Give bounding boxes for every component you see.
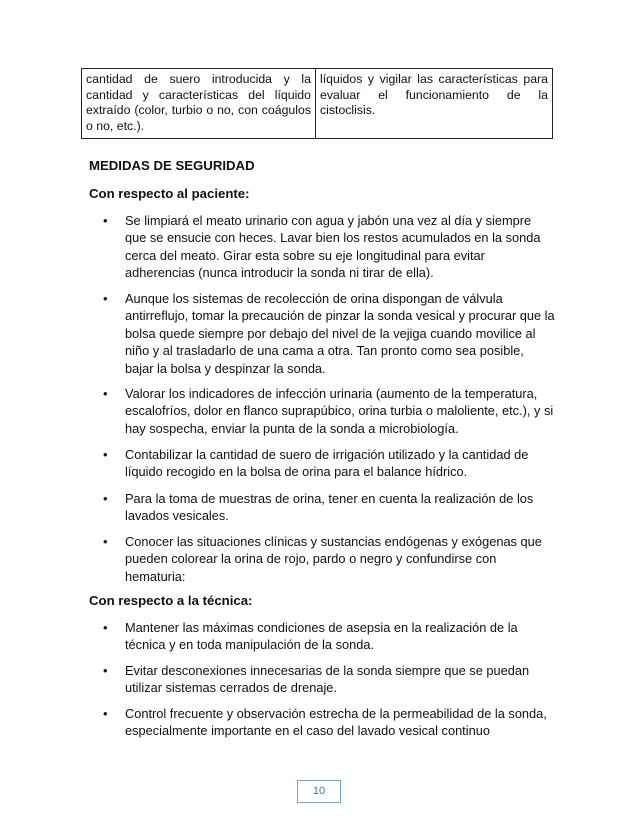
- bullet-icon: •: [103, 386, 108, 401]
- list-item-text: Conocer las situaciones clínicas y sustancias endógenas y exógenas que pueden colorear la orina de rojo, pardo o negro y confundirse con hematuria:: [125, 534, 542, 584]
- list-item-text: Se limpiará el meato urinario con agua y jabón una vez al día y siempre que se ensucie con heces. Lavar bien los restos acumulados en la sonda cerca del meato. Girar esta sobre su eje longitudinal para evitar adherencias (nunca introducir la sonda ni tirar de ella).: [125, 213, 541, 281]
- table-cell-right: líquidos y vigilar las características para evaluar el funcionamiento de la cistoclisis.: [320, 72, 548, 118]
- list-item-text: Para la toma de muestras de orina, tener en cuenta la realización de los lavados vesicales.: [125, 491, 534, 524]
- page-number: 10: [297, 780, 341, 803]
- list-item-text: Aunque los sistemas de recolección de orina dispongan de válvula antirreflujo, tomar la precaución de pinzar la sonda vesical y procurar que la bolsa quede siempre por debajo del nivel de la vejiga cuando movilice al niño y al trasladarlo de una cama a otra. Tan pronto como sea posible, bajar la bolsa y despinzar la sonda.: [125, 291, 555, 376]
- list-item-text: Control frecuente y observación estrecha de la permeabilidad de la sonda, especialmente importante en el caso del lavado vesical continuo: [125, 706, 547, 739]
- list-item-text: Valorar los indicadores de infección urinaria (aumento de la temperatura, escalofríos, dolor en flanco suprapúbico, orina turbia o maloliente, etc.), y si hay sospecha, enviar la punta de la sonda a microbiología.: [125, 386, 554, 436]
- bullet-icon: •: [103, 213, 108, 228]
- section-heading-medidas: MEDIDAS DE SEGURIDAD: [89, 158, 255, 173]
- bullet-icon: •: [103, 291, 108, 306]
- list-item-text: Evitar desconexiones innecesarias de la sonda siempre que se puedan utilizar sistemas cerrados de drenaje.: [125, 663, 530, 696]
- subheading-paciente: Con respecto al paciente:: [89, 186, 250, 201]
- list-item-text: Contabilizar la cantidad de suero de irrigación utilizado y la cantidad de líquido recogido en la bolsa de orina para el balance hídrico.: [125, 447, 529, 480]
- list-item-text: Mantener las máximas condiciones de asepsia en la realización de la técnica y en toda manipulación de la sonda.: [125, 620, 518, 653]
- bullet-icon: •: [103, 447, 108, 462]
- bullet-icon: •: [103, 620, 108, 635]
- table-cell-left: cantidad de suero introducida y la cantidad y características del líquido extraído (color, turbio o no, con coágulos o no, etc.).: [82, 69, 316, 138]
- bullet-icon: •: [103, 706, 108, 721]
- bullet-icon: •: [103, 491, 108, 506]
- continuation-table: [81, 68, 553, 139]
- bullet-icon: •: [103, 663, 108, 678]
- bullet-icon: •: [103, 534, 108, 549]
- subheading-tecnica: Con respecto a la técnica:: [89, 593, 253, 608]
